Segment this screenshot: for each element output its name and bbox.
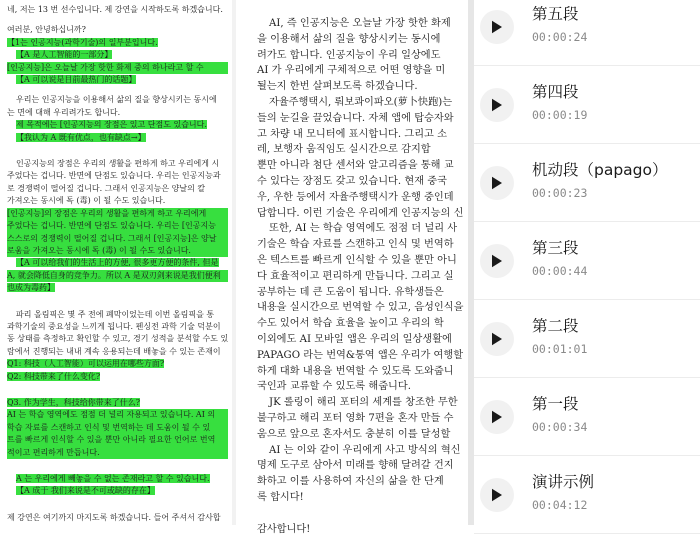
document-line bbox=[257, 379, 468, 395]
audio-list-item[interactable] bbox=[474, 66, 700, 144]
line-text: 주었다는 겁니다. 반면에 단점도 있습니다. 우리는 인공지능과 bbox=[7, 171, 221, 181]
document-line bbox=[7, 309, 228, 321]
document-line bbox=[7, 409, 228, 421]
line-text: 로 경쟁력이 떨어질 겁니다. 그래서 인공지능은 양날의 칼 bbox=[7, 183, 206, 193]
audio-duration: 00:00:23 bbox=[532, 186, 588, 200]
document-line bbox=[257, 142, 468, 158]
document-line bbox=[257, 95, 468, 111]
line-text: 여러분, 안녕하십니까? bbox=[7, 25, 86, 35]
highlighted-text: 也成为毒药】 bbox=[7, 283, 55, 293]
audio-duration: 00:04:12 bbox=[532, 498, 588, 512]
line-text: 는 면에 대해 우리려가도 합니다. bbox=[7, 107, 121, 117]
line-text: 레, 보행자 움직임도 실시간으로 감지합 bbox=[257, 144, 431, 156]
document-line bbox=[7, 208, 228, 220]
play-button[interactable] bbox=[480, 88, 514, 122]
audio-title: 第五段 bbox=[532, 5, 579, 23]
line-text: 될는지 한번 살펴보도록 하겠습니다. bbox=[257, 81, 418, 93]
audio-duration: 00:00:19 bbox=[532, 108, 588, 122]
line-text: 화하고 이를 사용하여 자신의 삶을 한 단계 bbox=[257, 476, 444, 488]
line-text: 수도 있어서 학습 효율을 높이고 우리의 학 bbox=[257, 318, 444, 330]
line-text: 우, 우한 등에서 자율주행택시가 운행 중인데 bbox=[257, 191, 454, 203]
document-line bbox=[7, 37, 228, 49]
document-line bbox=[7, 321, 228, 333]
audio-title: 第四段 bbox=[532, 83, 579, 101]
document-line bbox=[257, 490, 468, 506]
document-line bbox=[257, 111, 468, 127]
audio-list-item[interactable] bbox=[474, 456, 700, 534]
audio-title: 机动段（papago） bbox=[532, 161, 668, 179]
line-text: 인공지능의 장점은 우리의 생활을 편하게 하고 우리에게 시 bbox=[16, 159, 220, 169]
line-text: AI, 즉 인공지능은 오늘날 가장 핫한 화제 bbox=[269, 18, 451, 29]
highlighted-text: A, 就会降低自身的竞争力。所以 A 是双刃剑来说是我们便利 bbox=[7, 270, 228, 282]
document-line bbox=[257, 16, 468, 32]
document-line bbox=[257, 348, 468, 364]
audio-duration: 00:01:01 bbox=[532, 342, 588, 356]
play-icon bbox=[491, 20, 503, 34]
line-text: 수 있다는 장점도 갖고 있습니다. 현재 중국 bbox=[257, 175, 447, 187]
paragraph-gap bbox=[7, 295, 228, 309]
highlighted-text: Q3. 作为学生，科技给你带来了什么? bbox=[7, 397, 141, 407]
document-line bbox=[7, 333, 228, 345]
line-text: 감사합니다! bbox=[257, 523, 311, 535]
highlighted-text: 【A 是人工智能的一部分】 bbox=[16, 50, 113, 60]
audio-title: 第三段 bbox=[532, 239, 579, 257]
document-line bbox=[257, 32, 468, 48]
document-line bbox=[257, 269, 468, 285]
audio-title: 第二段 bbox=[532, 317, 579, 335]
highlighted-text: Q2: 科技带来了什么变化? bbox=[7, 371, 101, 381]
highlighted-text: 주었다는 겁니다. 반면에 단점도 있습니다. 우리는 [인공지능 bbox=[7, 220, 228, 232]
document-line bbox=[7, 74, 228, 86]
document-line bbox=[257, 316, 468, 332]
highlighted-text: 트를 빠르게 인식할 수 있을 뿐만 아니라 필요한 언어로 번역 bbox=[7, 434, 228, 446]
document-line bbox=[257, 63, 468, 79]
line-text: 다 효율적이고 편리하게 만듭니다. 그리고 실 bbox=[257, 270, 454, 282]
document-line bbox=[257, 474, 468, 490]
highlighted-text: 로움을 가져오는 동시에 독 (毒) 이 될 수도 있습니다. bbox=[7, 245, 228, 257]
line-text: 과학기술의 중요성을 느끼게 됩니다. 펜싱전 과학 기술 덕분이 bbox=[7, 321, 221, 331]
audio-duration: 00:00:44 bbox=[532, 264, 588, 278]
line-text: 이외에도 AI 모바일 앱은 우리의 일상생활에 bbox=[257, 333, 452, 345]
document-line bbox=[7, 434, 228, 446]
document-line bbox=[7, 24, 228, 36]
highlighted-text: A 는 우리에게 빼놓을 수 없는 존재라고 할 수 있습니다. bbox=[16, 474, 210, 483]
line-text: 국인과 교류할 수 있도록 해줍니다. bbox=[257, 381, 411, 393]
line-text: 움으로 앞으로 혼자서도 충분히 이를 달성할 bbox=[257, 428, 451, 440]
play-icon bbox=[491, 254, 503, 268]
line-text: AI 는 이와 같이 우리에게 사고 방식의 혁신 bbox=[269, 444, 461, 456]
paragraph-gap bbox=[7, 383, 228, 397]
highlighted-text: 【A 可以说是目前最热门的话题】 bbox=[16, 75, 137, 85]
highlighted-text: 스스로의 경쟁력이 떨어질 겁니다. 그래서 [인공지능]은 양날 bbox=[7, 233, 228, 245]
line-text: 불구하고 해리 포터 영화 7편을 혼자 만들 수 bbox=[257, 412, 454, 424]
paragraph-gap bbox=[7, 86, 228, 94]
line-text: 답합니다. 이런 기술은 우리에게 인공지능의 신 bbox=[257, 207, 464, 219]
document-line bbox=[7, 485, 228, 497]
document-line bbox=[257, 190, 468, 206]
document-line bbox=[7, 422, 228, 434]
document-line bbox=[7, 183, 228, 195]
highlighted-text: 적이고 편리하게 만듭니다. bbox=[7, 447, 228, 459]
audio-recording-list bbox=[474, 0, 700, 525]
audio-list-item[interactable] bbox=[474, 144, 700, 222]
document-line bbox=[7, 119, 228, 131]
line-text: 들의 눈길을 끌었습니다. 자체 앱에 탑승자와 bbox=[257, 112, 454, 124]
document-line bbox=[257, 127, 468, 143]
line-text: 록 합시다! bbox=[257, 491, 304, 503]
highlighted-text: 제 목적에는 [인공지능의 장점은 있고 단점도 있습니다. bbox=[16, 120, 207, 130]
audio-list-item[interactable] bbox=[474, 222, 700, 300]
document-line bbox=[7, 195, 228, 207]
document-line bbox=[7, 245, 228, 257]
line-text: 뿐만 아니라 첨단 센서와 알고리즘을 통해 교 bbox=[257, 160, 454, 172]
document-line bbox=[7, 220, 228, 232]
line-text: 파리 올림픽은 몇 주 전에 폐막이었는데 이번 올림픽을 통 bbox=[16, 309, 215, 319]
highlighted-text: AI 는 학습 영역에도 점점 더 널리 자용되고 있습니다. AI 의 bbox=[7, 409, 228, 421]
document-line bbox=[257, 206, 468, 222]
document-line bbox=[7, 257, 228, 269]
line-text: 제 강연은 여기까지 마지도록 하겠습니다. 들어 주셔서 감사합 bbox=[7, 512, 221, 522]
line-text: 을 이용해서 삶의 질을 향상시키는 동시에 bbox=[257, 33, 441, 45]
highlighted-text: [인공지능]은 오늘날 가장 핫한 화제 중의 하나라고 할 수 bbox=[7, 62, 228, 74]
document-line bbox=[7, 170, 228, 182]
line-text: 자율주행택시, 뤄보콰이파오(萝卜快跑)는 bbox=[269, 96, 453, 108]
highlighted-text: 【我认为 A 既有优点，也有缺点→】 bbox=[16, 132, 146, 142]
line-text: 동 상태를 측정하고 확인할 수 있고, 경기 성적을 분석할 수도 있 bbox=[7, 334, 229, 344]
document-line bbox=[7, 447, 228, 459]
document-line bbox=[7, 371, 228, 383]
play-icon bbox=[491, 98, 503, 112]
document-line bbox=[7, 346, 228, 358]
highlighted-text: Q1: 科技（人工智能）可以运用在哪些方面? bbox=[7, 359, 165, 369]
play-button[interactable] bbox=[480, 478, 514, 512]
paragraph-gap bbox=[7, 498, 228, 512]
line-text: 공부하는 데 큰 도움이 됩니다. 유학생들은 bbox=[257, 286, 444, 298]
document-line bbox=[257, 285, 468, 301]
document-line bbox=[257, 237, 468, 253]
line-text: AI 가 우리에게 구체적으로 어떤 영향을 미 bbox=[257, 65, 446, 77]
document-line bbox=[257, 458, 468, 474]
document-line bbox=[7, 282, 228, 294]
highlighted-text: 학습 자료를 스캔하고 인식 및 번역하는 데 도움이 될 수 있 bbox=[7, 422, 228, 434]
play-button[interactable] bbox=[480, 10, 514, 44]
document-line bbox=[257, 253, 468, 269]
document-line bbox=[7, 270, 228, 282]
document-line bbox=[7, 473, 228, 485]
paragraph-gap bbox=[257, 506, 468, 522]
document-line bbox=[7, 233, 228, 245]
audio-title: 第一段 bbox=[532, 395, 579, 413]
highlighted-text: 【1는 인공지능(과학기술)의 일부분입니다. bbox=[7, 37, 158, 47]
play-icon bbox=[491, 332, 503, 346]
document-line bbox=[7, 49, 228, 61]
document-line bbox=[257, 522, 468, 538]
document-line bbox=[257, 395, 468, 411]
document-line bbox=[7, 512, 228, 524]
paragraph-gap bbox=[7, 459, 228, 473]
highlighted-text: 【A 成于 我们来说是不可或缺的存在】 bbox=[16, 486, 155, 496]
document-line bbox=[257, 79, 468, 95]
line-text: 내용을 실시간으로 번역할 수 있고, 음성인식을 bbox=[257, 302, 464, 314]
document-line bbox=[7, 132, 228, 144]
audio-list-item[interactable] bbox=[474, 300, 700, 378]
document-line bbox=[7, 397, 228, 409]
play-icon bbox=[491, 176, 503, 190]
line-text: 하게 대화 내용을 번역할 수 있도록 도와줍니 bbox=[257, 365, 454, 377]
line-text: PAPAGO 라는 번역&통역 앱은 우리가 여행할 bbox=[257, 349, 464, 361]
paragraph-gap bbox=[7, 16, 228, 24]
left-document-page bbox=[0, 0, 232, 525]
document-line bbox=[7, 4, 228, 16]
highlighted-text: 【A 可以给我们的生活上的方便, 很多更方便的条件, 但是 bbox=[16, 258, 219, 268]
document-line bbox=[7, 158, 228, 170]
play-button[interactable] bbox=[480, 166, 514, 200]
document-line bbox=[7, 94, 228, 106]
document-line bbox=[257, 221, 468, 237]
line-text: 려가도 합니다. 인공지능이 우리 일상에도 bbox=[257, 49, 441, 61]
document-line bbox=[257, 300, 468, 316]
play-button[interactable] bbox=[480, 400, 514, 434]
document-line bbox=[7, 358, 228, 370]
document-line bbox=[257, 364, 468, 380]
document-line bbox=[7, 62, 228, 74]
play-icon bbox=[491, 488, 503, 502]
line-text: 명제 도구로 삼아서 미래를 향해 달려갈 건지 bbox=[257, 460, 454, 472]
document-line bbox=[257, 332, 468, 348]
document-line bbox=[257, 443, 468, 459]
document-line bbox=[7, 107, 228, 119]
audio-duration: 00:00:34 bbox=[532, 420, 588, 434]
highlighted-text: [인공지능]의 장점은 우리의 생활을 편하게 하고 우리에게 bbox=[7, 208, 228, 220]
document-line bbox=[257, 411, 468, 427]
play-button[interactable] bbox=[480, 244, 514, 278]
line-text: 가져오는 동시에 독 (毒) 이 될 수도 있습니다. bbox=[7, 196, 166, 206]
paragraph-gap bbox=[7, 144, 228, 158]
audio-list-item[interactable] bbox=[474, 378, 700, 456]
line-text: 람에서 진행되는 내내 계속 응용되는데 배놓을 수 있는 존재이 bbox=[7, 346, 221, 356]
audio-title: 演讲示例 bbox=[532, 473, 595, 491]
play-button[interactable] bbox=[480, 322, 514, 356]
line-text: 기술은 학습 자료를 스캔하고 인식 및 번역하 bbox=[257, 239, 454, 251]
line-text: 고 차량 내 모니터에 표시합니다. 그리고 소 bbox=[257, 128, 447, 140]
line-text: 우리는 인공지능을 이용해서 삶의 질을 향상시키는 동시에 bbox=[16, 95, 217, 105]
document-line bbox=[257, 427, 468, 443]
line-text: 네, 저는 13 번 선수입니다. 제 강연을 시작하도록 하겠습니다. bbox=[7, 5, 223, 14]
document-line bbox=[257, 48, 468, 64]
audio-duration: 00:00:24 bbox=[532, 30, 588, 44]
document-line bbox=[257, 174, 468, 190]
play-icon bbox=[491, 410, 503, 424]
line-text: 은 텍스트를 빠르게 인식할 수 있을 뿐만 아니 bbox=[257, 254, 457, 266]
middle-document-page bbox=[236, 0, 468, 535]
document-line bbox=[257, 158, 468, 174]
audio-list-item[interactable] bbox=[474, 0, 700, 66]
line-text: JK 롤링이 해리 포터의 세계를 창조한 무한 bbox=[269, 397, 458, 409]
line-text: 또한, AI 는 학습 영역에도 점점 더 널리 사 bbox=[269, 223, 458, 235]
